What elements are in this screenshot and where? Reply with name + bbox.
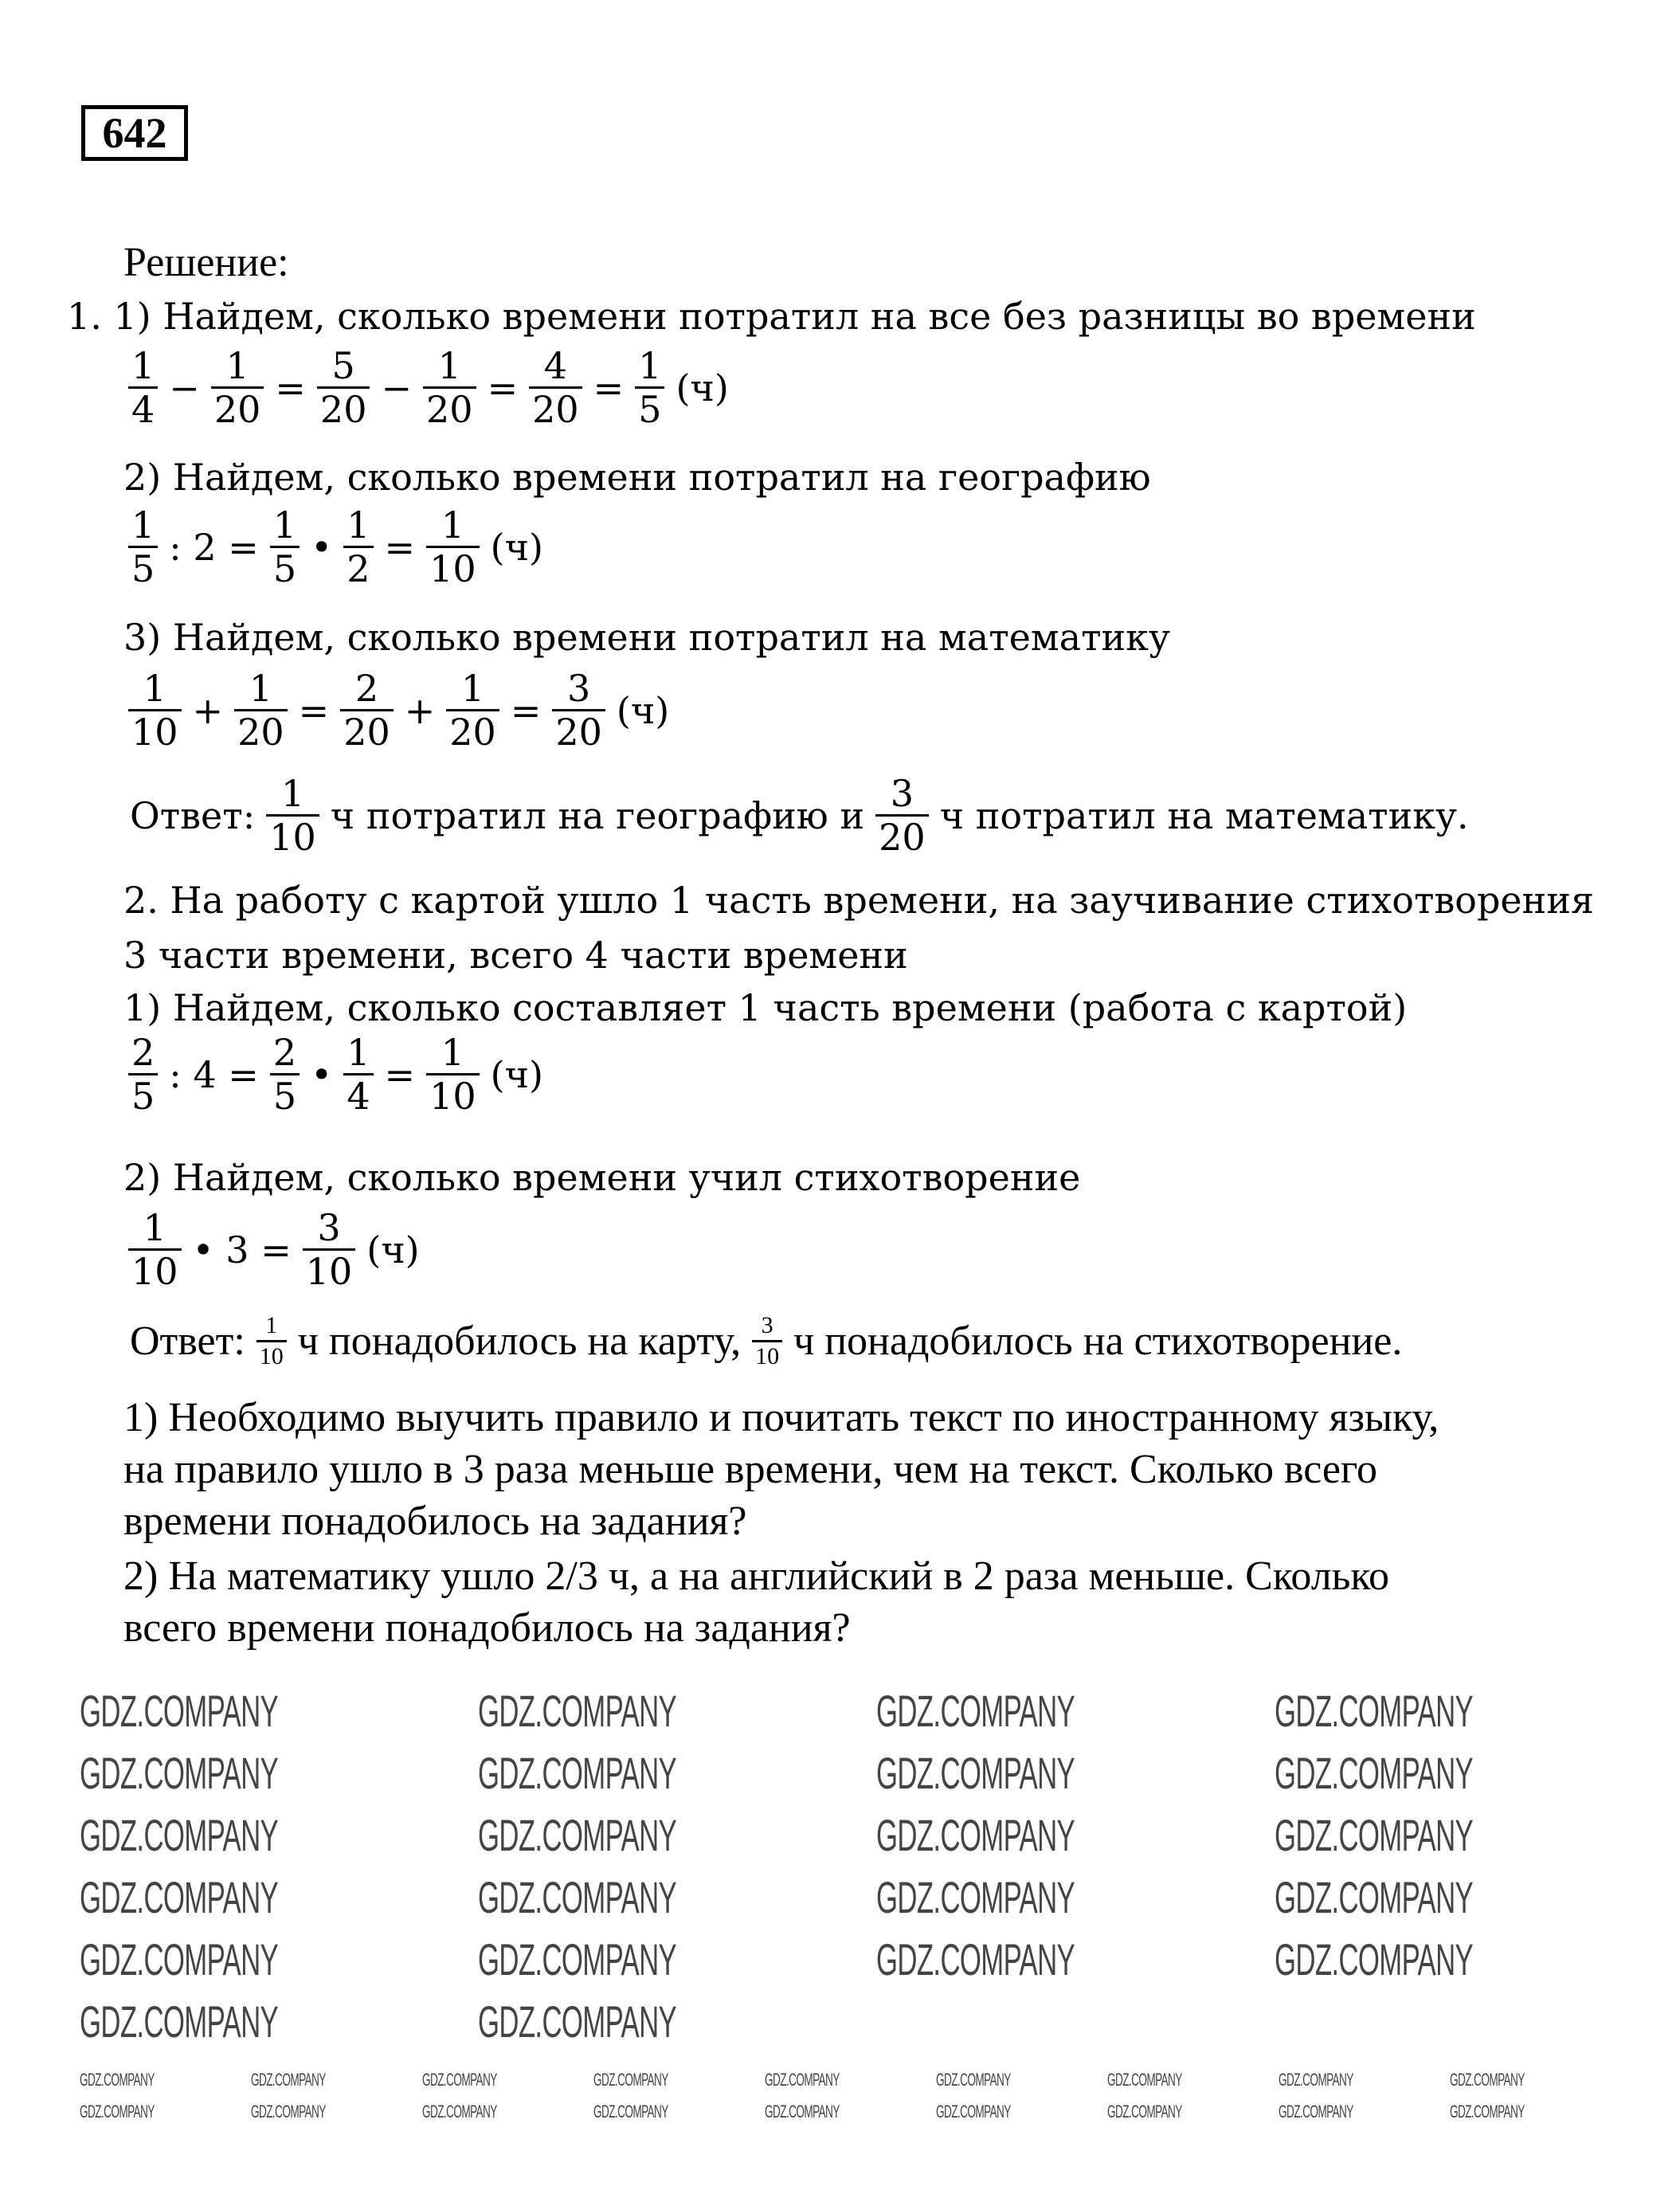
equation-text: − [381, 366, 413, 409]
numerator: 1 [249, 667, 272, 710]
watermark: GDZ.COMPANY [80, 1686, 279, 1736]
denominator: 20 [875, 814, 929, 856]
denominator: 10 [303, 1248, 356, 1291]
numerator: 1 [131, 503, 155, 547]
watermark: GDZ.COMPANY [876, 1934, 1075, 1984]
watermark: GDZ.COMPANY [765, 2070, 840, 2090]
problem1-line2: на правило ушло в 3 раза меньше времени, чем на текст. Сколько всего [123, 1447, 1378, 1492]
equation-text: (ч) [676, 366, 729, 409]
fraction [303, 1206, 356, 1294]
denominator: 20 [340, 709, 394, 751]
watermark: GDZ.COMPANY [478, 1748, 677, 1798]
part2-intro-line1: 2. На работу с картой ушло 1 часть времени, на заучивание стихотворения [123, 879, 1594, 922]
equation-text: (ч) [616, 688, 670, 732]
equation-text: ч потратил на математику. [939, 793, 1469, 837]
part1-answer [123, 772, 1475, 860]
denominator: 10 [128, 1248, 182, 1291]
numerator: 1 [131, 344, 155, 387]
watermark: GDZ.COMPANY [936, 2102, 1011, 2121]
solution-label: Решение: [123, 240, 289, 285]
fraction [752, 1313, 782, 1369]
equation-text: : 4 = [169, 1052, 259, 1096]
denominator: 10 [128, 709, 182, 751]
part1-step3: 3) Найдем, сколько времени потратил на математику [123, 616, 1170, 659]
equation-text: = [593, 366, 625, 409]
denominator: 20 [552, 709, 605, 751]
watermark: GDZ.COMPANY [1275, 1810, 1474, 1860]
numerator: 1 [143, 1206, 166, 1249]
fraction [426, 503, 480, 591]
numerator: 1 [225, 344, 249, 387]
numerator: 2 [131, 1031, 155, 1074]
equation-text: (ч) [490, 1052, 543, 1096]
part1-equation-1 [123, 344, 735, 432]
watermark: GDZ.COMPANY [593, 2070, 668, 2090]
watermark: GDZ.COMPANY [1275, 1934, 1474, 1984]
numerator: 1 [265, 1312, 278, 1338]
numerator: 1 [272, 503, 297, 547]
watermark: GDZ.COMPANY [1279, 2102, 1353, 2121]
fraction [128, 1031, 158, 1119]
denominator: 20 [423, 386, 476, 429]
watermark: GDZ.COMPANY [765, 2102, 840, 2121]
equation-text: = [510, 688, 542, 732]
part2-equation-2 [123, 1206, 426, 1294]
part1-step2: 2) Найдем, сколько времени потратил на географию [123, 456, 1151, 499]
numerator: 1 [441, 503, 464, 547]
fraction [128, 344, 158, 432]
watermark: GDZ.COMPANY [422, 2102, 497, 2121]
fraction [128, 669, 182, 752]
equation-text: • [311, 525, 333, 569]
watermark: GDZ.COMPANY [80, 1810, 279, 1860]
equation-text: + [404, 688, 436, 732]
denominator: 10 [426, 1073, 480, 1115]
denominator: 4 [343, 1073, 373, 1115]
equation-text: Ответ: [130, 793, 256, 837]
denominator: 20 [529, 386, 582, 429]
numerator: 1 [460, 667, 485, 710]
fraction [343, 503, 373, 591]
watermark: GDZ.COMPANY [1279, 2070, 1353, 2090]
fraction [529, 344, 582, 432]
part2-intro-line2: 3 части времени, всего 4 части времени [123, 934, 908, 977]
watermark: GDZ.COMPANY [478, 1934, 677, 1984]
numerator: 1 [437, 344, 461, 387]
fraction [635, 344, 664, 432]
numerator: 2 [354, 667, 379, 710]
watermark: GDZ.COMPANY [478, 1810, 677, 1860]
part1-equation-3 [123, 669, 676, 752]
equation-text: − [169, 366, 200, 409]
denominator: 20 [317, 386, 370, 429]
numerator: 3 [317, 1206, 341, 1249]
watermark: GDZ.COMPANY [1107, 2070, 1182, 2090]
watermark: GDZ.COMPANY [1107, 2102, 1182, 2121]
numerator: 5 [331, 344, 355, 387]
fraction [875, 772, 929, 860]
equation-text: ч понадобилось на карту, [297, 1318, 742, 1364]
denominator: 20 [211, 386, 264, 429]
fraction [423, 344, 476, 432]
fraction [211, 344, 264, 432]
watermark: GDZ.COMPANY [80, 1934, 279, 1984]
watermark: GDZ.COMPANY [80, 2102, 155, 2121]
denominator: 10 [257, 1340, 287, 1369]
problem2-line2: всего времени понадобилось на задания? [123, 1605, 851, 1651]
watermark: GDZ.COMPANY [876, 1686, 1075, 1736]
equation-text: = [384, 1052, 416, 1096]
part2-step1: 1) Найдем, сколько составляет 1 часть времени (работа с картой) [123, 986, 1408, 1029]
numerator: 4 [543, 344, 568, 387]
equation-text: • [311, 1052, 333, 1096]
watermark: GDZ.COMPANY [1275, 1686, 1474, 1736]
problem1-line3: времени понадобилось на задания? [123, 1499, 747, 1544]
numerator: 2 [272, 1031, 297, 1074]
fraction [234, 669, 288, 752]
equation-text: ч потратил на географию и [330, 793, 865, 837]
numerator: 3 [761, 1312, 773, 1338]
fraction [340, 669, 394, 752]
numerator: 3 [890, 772, 914, 815]
watermark: GDZ.COMPANY [1275, 1748, 1474, 1798]
equation-text: (ч) [366, 1228, 420, 1271]
numerator: 1 [638, 344, 662, 387]
fraction [128, 503, 158, 591]
denominator: 5 [270, 546, 300, 588]
fraction [446, 669, 499, 752]
watermark: GDZ.COMPANY [80, 1872, 279, 1922]
watermark: GDZ.COMPANY [593, 2102, 668, 2121]
watermark: GDZ.COMPANY [251, 2070, 326, 2090]
equation-text: = [275, 366, 306, 409]
watermark: GDZ.COMPANY [1450, 2070, 1525, 2090]
denominator: 10 [266, 814, 319, 856]
equation-text: Ответ: [130, 1318, 245, 1364]
watermark: GDZ.COMPANY [876, 1810, 1075, 1860]
denominator: 10 [752, 1340, 782, 1369]
part1-equation-2 [123, 503, 550, 591]
numerator: 1 [143, 667, 166, 710]
fraction [552, 669, 605, 752]
denominator: 20 [446, 709, 499, 751]
equation-text: = [487, 366, 519, 409]
watermark: GDZ.COMPANY [876, 1748, 1075, 1798]
equation-text: + [192, 688, 224, 732]
watermark: GDZ.COMPANY [936, 2070, 1011, 2090]
fraction [317, 344, 370, 432]
equation-text: • 3 = [192, 1228, 292, 1271]
watermark: GDZ.COMPANY [422, 2070, 497, 2090]
fraction [426, 1031, 480, 1119]
fraction [266, 772, 319, 860]
fraction [128, 1206, 182, 1294]
task-number: 642 [81, 105, 188, 161]
denominator: 5 [128, 546, 158, 588]
denominator: 5 [270, 1073, 300, 1115]
denominator: 20 [234, 709, 288, 751]
problem2-line1: 2) На математику ушло 2/3 ч, а на английский в 2 раза меньше. Сколько [123, 1553, 1389, 1599]
numerator: 1 [347, 503, 370, 547]
denominator: 10 [426, 546, 480, 588]
fraction [343, 1031, 373, 1119]
numerator: 1 [441, 1031, 464, 1074]
part2-equation-1 [123, 1031, 550, 1119]
watermark: GDZ.COMPANY [478, 1686, 677, 1736]
watermark: GDZ.COMPANY [1275, 1872, 1474, 1922]
equation-text: (ч) [490, 525, 543, 569]
watermark: GDZ.COMPANY [80, 1996, 279, 2047]
denominator: 4 [128, 386, 158, 429]
problem1-line1: 1) Необходимо выучить правило и почитать текст по иностранному языку, [123, 1395, 1439, 1440]
numerator: 1 [347, 1031, 370, 1074]
equation-text: ч понадобилось на стихотворение. [793, 1318, 1403, 1364]
watermark: GDZ.COMPANY [478, 1872, 677, 1922]
part1-step1: 1. 1) Найдем, сколько времени потратил на все без разницы во времени [67, 295, 1476, 338]
equation-text: = [298, 688, 330, 732]
denominator: 5 [128, 1073, 158, 1115]
denominator: 2 [343, 546, 373, 588]
fraction [270, 1031, 300, 1119]
watermark: GDZ.COMPANY [251, 2102, 326, 2121]
watermark: GDZ.COMPANY [80, 2070, 155, 2090]
watermark: GDZ.COMPANY [1450, 2102, 1525, 2121]
watermark: GDZ.COMPANY [876, 1872, 1075, 1922]
part2-step2: 2) Найдем, сколько времени учил стихотворение [123, 1156, 1081, 1199]
watermark: GDZ.COMPANY [478, 1996, 677, 2047]
watermark: GDZ.COMPANY [80, 1748, 279, 1798]
numerator: 1 [280, 772, 305, 815]
equation-text: = [384, 525, 416, 569]
denominator: 5 [635, 386, 664, 429]
part2-answer [123, 1313, 1408, 1369]
fraction [270, 503, 300, 591]
numerator: 3 [567, 667, 591, 710]
equation-text: : 2 = [169, 525, 259, 569]
fraction [257, 1313, 287, 1369]
